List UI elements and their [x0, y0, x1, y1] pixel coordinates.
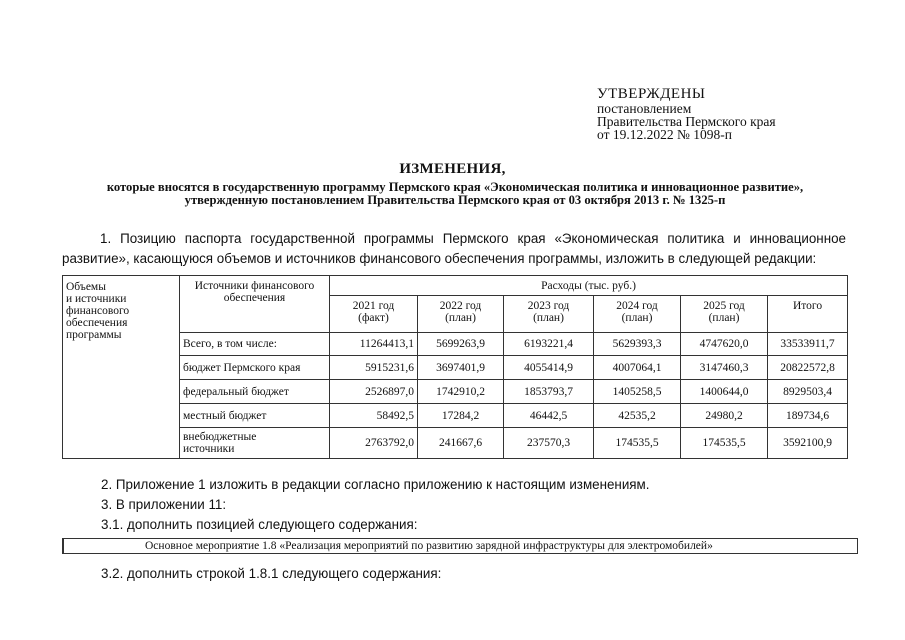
document-title: ИЗМЕНЕНИЯ,: [399, 161, 506, 177]
column-header: 2021 год (факт): [330, 296, 418, 333]
value-cell: 5629393,3: [594, 333, 681, 356]
value-cell: 6193221,4: [504, 333, 594, 356]
source-cell: федеральный бюджет: [180, 380, 330, 404]
approval-line-2: Правительства Пермского края: [597, 114, 776, 129]
paragraph-3: 3. В приложении 11:: [101, 497, 227, 512]
value-cell: 46442,5: [504, 404, 594, 428]
source-cell: местный бюджет: [180, 404, 330, 428]
value-cell: 4007064,1: [594, 356, 681, 380]
value-cell: 241667,6: [418, 428, 504, 459]
approval-line-3: от 19.12.2022 № 1098-п: [597, 127, 732, 142]
value-cell: 3592100,9: [768, 428, 848, 459]
approval-line-1: постановлением: [597, 101, 692, 116]
table-row: [63, 428, 848, 459]
value-cell: 4055414,9: [504, 356, 594, 380]
value-cell: 5915231,6: [330, 356, 418, 380]
expenses-header: Расходы (тыс. руб.): [330, 276, 848, 296]
value-cell: 33533911,7: [768, 333, 848, 356]
approval-title: УТВЕРЖДЕНЫ: [597, 86, 706, 102]
table-row: [63, 333, 848, 356]
table-row: [63, 380, 848, 404]
value-cell: 24980,2: [681, 404, 768, 428]
column-header: Итого: [768, 296, 848, 333]
value-cell: 174535,5: [594, 428, 681, 459]
value-cell: 174535,5: [681, 428, 768, 459]
table-row: [63, 404, 848, 428]
paragraph-3-2: 3.2. дополнить строкой 1.8.1 следующего содержания:: [101, 566, 442, 581]
value-cell: 20822572,8: [768, 356, 848, 380]
value-cell: 3147460,3: [681, 356, 768, 380]
inserted-row-text: Основное мероприятие 1.8 «Реализация мероприятий по развитию зарядной инфраструктуры для электромобилей»: [145, 540, 713, 552]
value-cell: 2763792,0: [330, 428, 418, 459]
column-header: 2025 год (план): [681, 296, 768, 333]
value-cell: 3697401,9: [418, 356, 504, 380]
table-row-label: Объемы и источники финансового обеспечения программы: [63, 276, 180, 459]
value-cell: 1400644,0: [681, 380, 768, 404]
value-cell: 2526897,0: [330, 380, 418, 404]
inserted-row: [62, 538, 858, 554]
value-cell: 42535,2: [594, 404, 681, 428]
value-cell: 1742910,2: [418, 380, 504, 404]
value-cell: 4747620,0: [681, 333, 768, 356]
source-cell: Всего, в том числе:: [180, 333, 330, 356]
table-row: [63, 356, 848, 380]
source-header: Источники финансового обеспечения: [180, 276, 330, 333]
value-cell: 1405258,5: [594, 380, 681, 404]
paragraph-3-1: 3.1. дополнить позицией следующего содержания:: [101, 517, 418, 532]
column-header: 2023 год (план): [504, 296, 594, 333]
value-cell: 5699263,9: [418, 333, 504, 356]
paragraph-2: 2. Приложение 1 изложить в редакции согласно приложению к настоящим изменениям.: [101, 477, 650, 492]
document-subtitle: которые вносятся в государственную программу Пермского края «Экономическая политика и инновационное развитие», утвержденную постановлением Правительства Пермского края от 03 октября 2013 г. № 1325-п: [106, 180, 804, 207]
value-cell: 8929503,4: [768, 380, 848, 404]
value-cell: 58492,5: [330, 404, 418, 428]
value-cell: 1853793,7: [504, 380, 594, 404]
value-cell: 237570,3: [504, 428, 594, 459]
column-header: 2022 год (план): [418, 296, 504, 333]
value-cell: 17284,2: [418, 404, 504, 428]
approval-stamp: [597, 86, 776, 141]
value-cell: 189734,6: [768, 404, 848, 428]
financing-table: [62, 275, 848, 459]
source-cell: внебюджетные источники: [180, 428, 330, 459]
value-cell: 11264413,1: [330, 333, 418, 356]
column-header: 2024 год (план): [594, 296, 681, 333]
paragraph-1: 1. Позицию паспорта государственной программы Пермского края «Экономическая политика и инновационное развитие», касающуюся объемов и источников финансового обеспечения программы, изложить в следующей редакции:: [62, 231, 846, 266]
source-cell: бюджет Пермского края: [180, 356, 330, 380]
